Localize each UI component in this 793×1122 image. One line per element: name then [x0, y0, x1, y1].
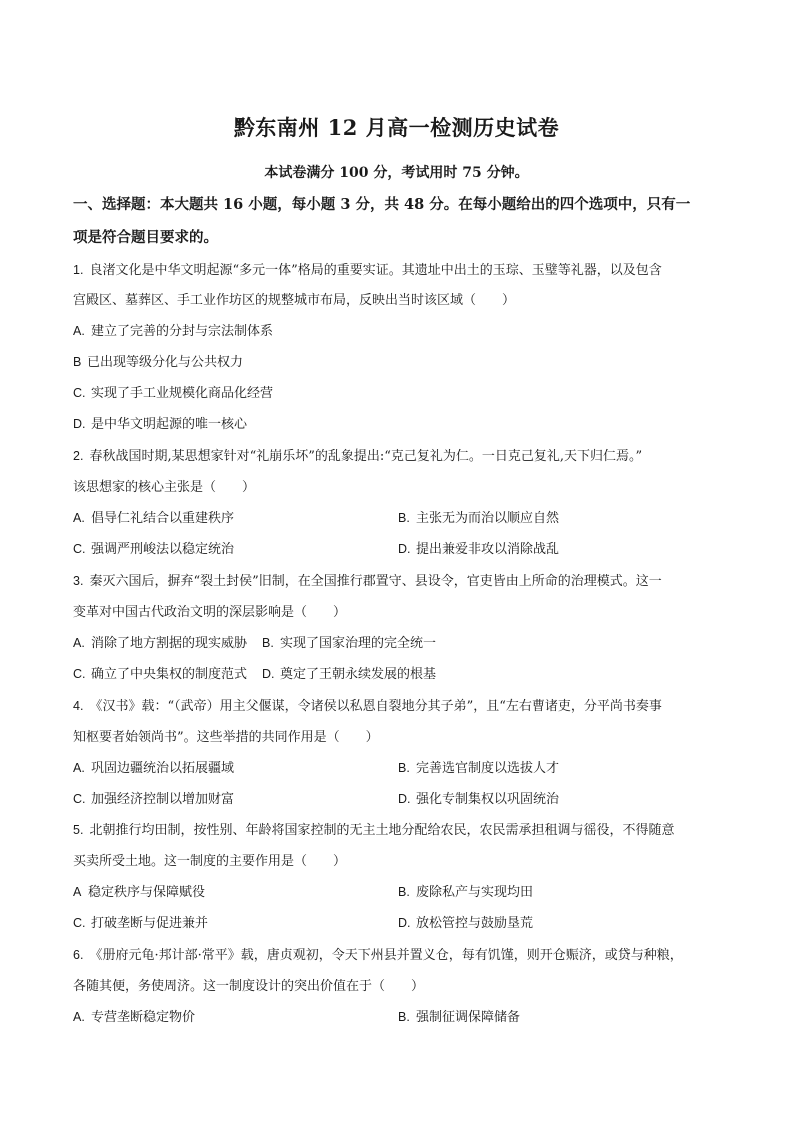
option-label: C.: [73, 667, 86, 681]
question-1-option-c[interactable]: [73, 382, 273, 401]
question-text: 《汉书》载：“（武帝）用主父偃谋，令诸侯以私恩自裂地分其子弟”，且“左右曹诸吏，分平尚书奏事: [89, 699, 662, 714]
question-2-option-a[interactable]: [73, 507, 234, 526]
question-4-option-c[interactable]: [73, 788, 234, 807]
question-3-line-1: [73, 570, 662, 589]
question-6-line-2: 各随其便，务使周济。这一制度设计的突出价值在于（ ）: [73, 979, 425, 994]
option-label: B.: [398, 511, 410, 525]
question-number: 4.: [73, 699, 84, 713]
question-number: 1.: [73, 263, 84, 277]
question-3-option-b[interactable]: [262, 632, 436, 651]
question-text: 春秋战国时期,某思想家针对“礼崩乐坏”的乱象提出:“克己复礼为仁。一日克己复礼,天下归仁焉。”: [89, 449, 643, 464]
option-text: 完善选官制度以选拔人才: [416, 761, 560, 776]
question-5-line-1: [73, 819, 674, 838]
question-5-option-d[interactable]: [398, 912, 533, 931]
question-1-line-2: 宫殿区、墓葬区、手工业作坊区的规整城市布局，反映出当时该区域（ ）: [73, 293, 516, 308]
question-1-line-1: [73, 259, 662, 278]
option-text: 强制征调保障储备: [416, 1010, 521, 1025]
question-4-option-b[interactable]: [398, 757, 559, 776]
option-text: 已出现等级分化与公共权力: [87, 355, 244, 370]
question-3-option-a[interactable]: [73, 632, 247, 651]
option-text: 放松管控与鼓励垦荒: [416, 916, 534, 931]
option-text: 确立了中央集权的制度范式: [91, 667, 248, 682]
option-text: 强化专制集权以巩固统治: [416, 792, 560, 807]
question-4-line-1: [73, 695, 662, 714]
question-number: 6.: [73, 948, 84, 962]
option-text: 实现了国家治理的完全统一: [280, 636, 437, 651]
question-5-option-c[interactable]: [73, 912, 208, 931]
question-5-line-2: 买卖所受土地。这一制度的主要作用是（ ）: [73, 854, 347, 869]
option-label: A: [73, 885, 82, 899]
question-number: 2.: [73, 449, 84, 463]
option-text: 是中华文明起源的唯一核心: [91, 417, 248, 432]
question-6-line-1: [73, 944, 683, 963]
option-text: 巩固边疆统治以拓展疆域: [91, 761, 235, 776]
option-label: D.: [398, 916, 411, 930]
option-text: 消除了地方割据的现实威胁: [91, 636, 248, 651]
question-2-option-d[interactable]: [398, 538, 559, 557]
question-6-option-a[interactable]: [73, 1006, 195, 1025]
option-label: C.: [73, 916, 86, 930]
option-label: C.: [73, 386, 86, 400]
question-4-option-a[interactable]: [73, 757, 234, 776]
option-label: B.: [398, 885, 410, 899]
page-title: 黔东南州 12 月高一检测历史试卷: [233, 115, 560, 140]
option-label: B.: [398, 761, 410, 775]
option-label: A.: [73, 324, 85, 338]
option-text: 实现了手工业规模化商品化经营: [91, 386, 274, 401]
option-label: A.: [73, 761, 85, 775]
option-text: 稳定秩序与保障赋役: [88, 885, 206, 900]
option-label: A.: [73, 636, 85, 650]
question-3-line-2: 变革对中国古代政治文明的深层影响是（ ）: [73, 605, 347, 620]
question-2-option-b[interactable]: [398, 507, 559, 526]
option-text: 加强经济控制以增加财富: [91, 792, 235, 807]
question-4-line-2: 知枢要者始领尚书”。这些举措的共同作用是（ ）: [73, 730, 379, 745]
question-text: 良渚文化是中华文明起源“多元一体”格局的重要实证。其遗址中出土的玉琮、玉璧等礼器，以及包含: [89, 263, 662, 278]
option-text: 废除私产与实现均田: [416, 885, 534, 900]
option-label: D.: [398, 542, 411, 556]
option-text: 强调严刑峻法以稳定统治: [91, 542, 235, 557]
question-1-option-b[interactable]: [73, 351, 243, 370]
option-label: B.: [398, 1010, 410, 1024]
option-label: D.: [73, 417, 86, 431]
question-1-option-d[interactable]: [73, 413, 247, 432]
section-instructions-line-1: 一、选择题：本大题共 16 小题，每小题 3 分，共 48 分。在每小题给出的四个选项中，只有一: [73, 196, 691, 213]
option-text: 提出兼爱非攻以消除战乱: [416, 542, 560, 557]
question-6-option-b[interactable]: [398, 1006, 520, 1025]
option-label: A.: [73, 1010, 85, 1024]
option-label: C.: [73, 792, 86, 806]
option-text: 倡导仁礼结合以重建秩序: [91, 511, 235, 526]
option-label: A.: [73, 511, 85, 525]
question-3-option-d[interactable]: [262, 663, 436, 682]
question-2-line-2: 该思想家的核心主张是（ ）: [73, 480, 256, 495]
option-label: C.: [73, 542, 86, 556]
question-text: 秦灭六国后，摒弃“裂土封侯”旧制，在全国推行郡置守、县设令，官吏皆由上所命的治理模式。这一: [89, 574, 662, 589]
option-text: 专营垄断稳定物价: [91, 1010, 196, 1025]
question-5-option-b[interactable]: [398, 881, 533, 900]
question-1-option-a[interactable]: [73, 320, 273, 339]
question-number: 3.: [73, 574, 84, 588]
exam-subtitle: 本试卷满分 100 分，考试用时 75 分钟。: [264, 165, 529, 181]
option-label: D.: [398, 792, 411, 806]
option-label: B: [73, 355, 82, 369]
question-4-option-d[interactable]: [398, 788, 559, 807]
option-label: D.: [262, 667, 275, 681]
option-label: B.: [262, 636, 274, 650]
option-text: 奠定了王朝永续发展的根基: [280, 667, 437, 682]
question-5-option-a[interactable]: [73, 881, 205, 900]
question-2-option-c[interactable]: [73, 538, 234, 557]
question-text: 北朝推行均田制，按性别、年龄将国家控制的无主土地分配给农民，农民需承担租调与徭役，不得随意: [89, 823, 675, 838]
question-number: 5.: [73, 823, 84, 837]
question-3-option-c[interactable]: [73, 663, 247, 682]
section-instructions-line-2: 项是符合题目要求的。: [73, 229, 218, 246]
option-text: 建立了完善的分封与宗法制体系: [91, 324, 274, 339]
question-text: 《册府元龟·邦计部·常平》载，唐贞观初，令天下州县并置义仓，每有饥馑，则开仓赈济，或贷与种粮，: [89, 948, 683, 963]
option-text: 打破垄断与促进兼并: [91, 916, 209, 931]
question-2-line-1: [73, 445, 642, 464]
option-text: 主张无为而治以顺应自然: [416, 511, 560, 526]
